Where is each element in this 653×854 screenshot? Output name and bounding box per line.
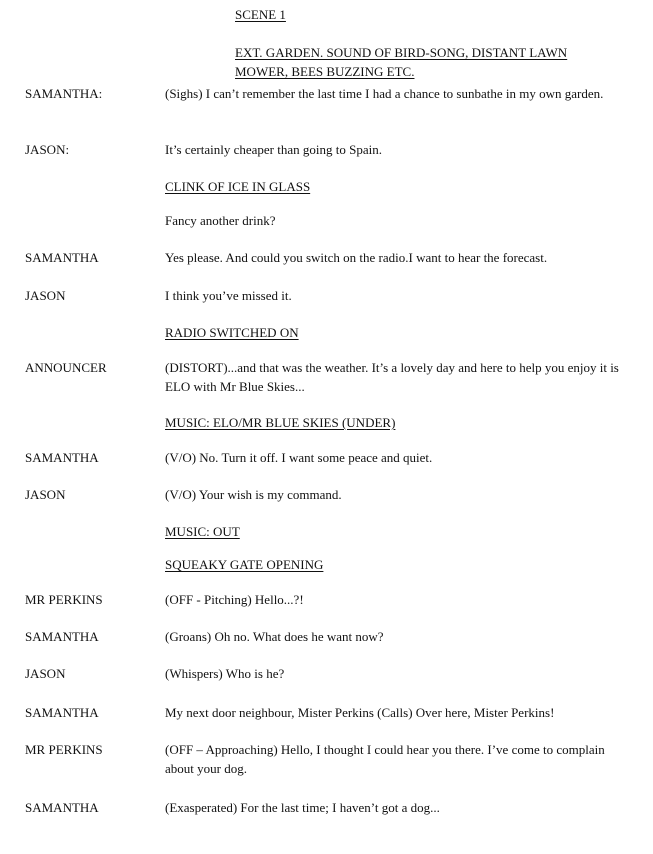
dialogue-line: (OFF – Approaching) Hello, I thought I could hear you there. I’ve come to complain about your dog.	[165, 742, 605, 776]
speaker-name: JASON:	[25, 142, 70, 157]
sound-cue: SQUEAKY GATE OPENING	[165, 557, 324, 572]
dialogue-line: (Exasperated) For the last time; I haven’t got a dog...	[165, 800, 440, 815]
speaker-name: SAMANTHA:	[25, 86, 103, 101]
scene-setting-line-1: EXT. GARDEN. SOUND OF BIRD-SONG, DISTANT LAWN	[235, 45, 568, 60]
dialogue-line: (V/O) Your wish is my command.	[165, 487, 342, 502]
dialogue-line: It’s certainly cheaper than going to Spain.	[165, 142, 382, 157]
dialogue-line: Fancy another drink?	[165, 213, 276, 228]
speaker-name: SAMANTHA	[25, 705, 99, 720]
dialogue-line: (Sighs) I can’t remember the last time I had a chance to sunbathe in my own garden.	[165, 86, 604, 101]
speaker-name: SAMANTHA	[25, 250, 99, 265]
scene-setting-line-2: MOWER, BEES BUZZING ETC.	[235, 64, 415, 79]
sound-cue: RADIO SWITCHED ON	[165, 325, 299, 340]
dialogue-line: I think you’ve missed it.	[165, 288, 292, 303]
speaker-name: JASON	[25, 487, 66, 502]
scene-header	[235, 5, 615, 81]
dialogue-line: (Groans) Oh no. What does he want now?	[165, 629, 384, 644]
speaker-name: JASON	[25, 666, 66, 681]
dialogue-line: (DISTORT)...and that was the weather. It’s a lovely day and here to help you enjoy it is ELO with Mr Blue Skies...	[165, 360, 619, 394]
scene-title: SCENE 1	[235, 7, 286, 22]
dialogue-line: (OFF - Pitching) Hello...?!	[165, 592, 304, 607]
speaker-name: JASON	[25, 288, 66, 303]
speaker-name: SAMANTHA	[25, 629, 99, 644]
speaker-name: ANNOUNCER	[25, 360, 107, 375]
speaker-name: SAMANTHA	[25, 800, 99, 815]
dialogue-line: (Whispers) Who is he?	[165, 666, 285, 681]
dialogue-line: Yes please. And could you switch on the radio.I want to hear the forecast.	[165, 250, 548, 265]
dialogue-line: My next door neighbour, Mister Perkins (Calls) Over here, Mister Perkins!	[165, 705, 555, 720]
dialogue-line: (V/O) No. Turn it off. I want some peace and quiet.	[165, 450, 433, 465]
music-cue: MUSIC: ELO/MR BLUE SKIES (UNDER)	[165, 415, 396, 430]
speaker-name: MR PERKINS	[25, 592, 103, 607]
speaker-name: MR PERKINS	[25, 742, 103, 757]
sound-cue: CLINK OF ICE IN GLASS	[165, 179, 311, 194]
spacer	[235, 24, 615, 43]
speaker-name: SAMANTHA	[25, 450, 99, 465]
music-cue: MUSIC: OUT	[165, 524, 240, 539]
